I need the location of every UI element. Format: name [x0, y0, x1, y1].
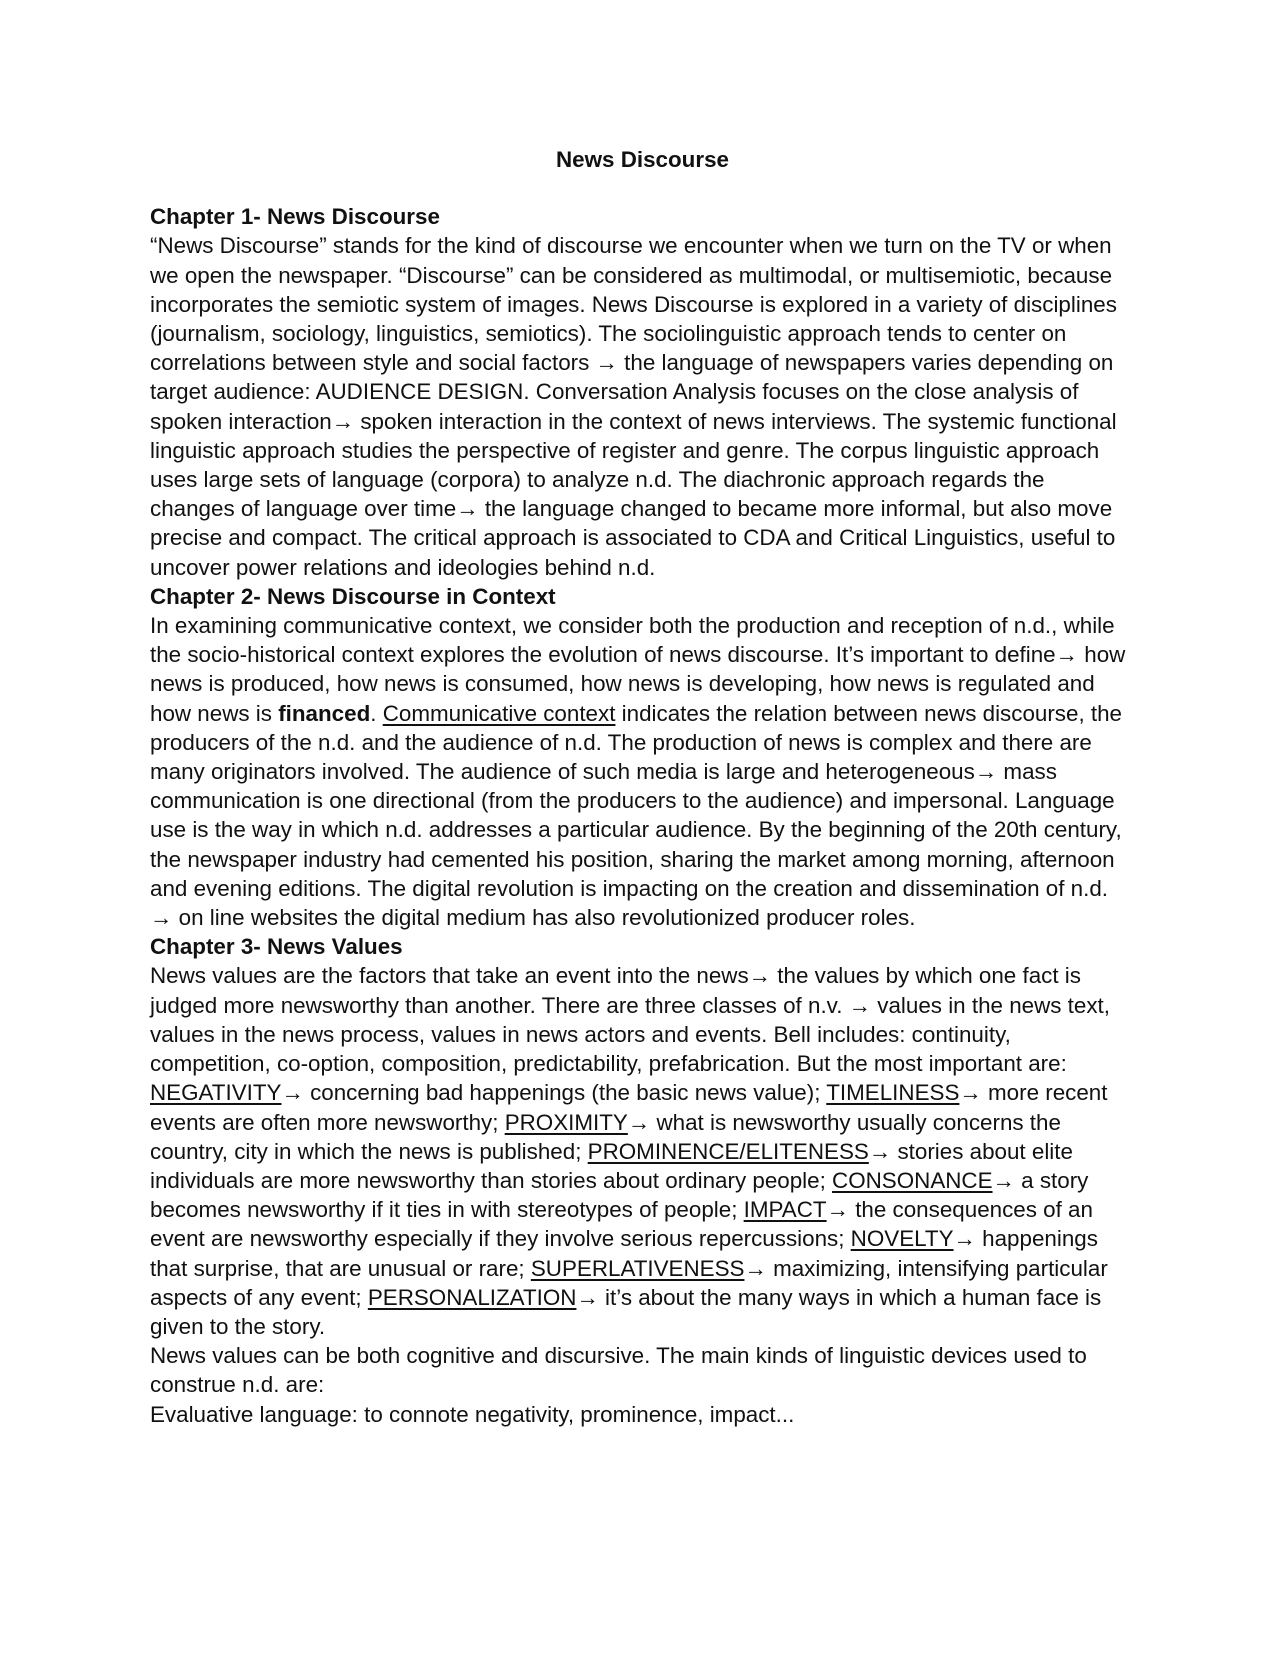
news-value-desc: → the consequences of an event are newsworthy especially if they involve serious repercussions; — [150, 1197, 1093, 1252]
news-value-desc: → stories about elite individuals are more newsworthy than stories about ordinary people; — [150, 1138, 1073, 1193]
chapter-1-body: “News Discourse” stands for the kind of discourse we encounter when we turn on the TV or when we open the newspaper. “Discourse” can be considered as multimodal, or multisemiotic, because incorporates the semiotic system of images. News Discourse is explored in a variety of disciplines (journalism, sociology, linguistics, semiotics). The sociolinguistic approach tends to center on correlations between style and social factors → the language of newspapers varies depending on target audience: AUDIENCE DESIGN. Conversation Analysis focuses on the close analysis of spoken interaction→ spoken interaction in the context of news interviews. The systemic functional linguistic approach studies the perspective of register and genre. The corpus linguistic approach uses large sets of language (corpora) to analyze n.d. The diachronic approach regards the changes of language over time→ the language changed to became more informal, but also move precise and compact. The critical approach is associated to CDA and Critical Linguistics, useful to uncover power relations and ideologies behind n.d. — [150, 233, 1117, 580]
chapter-2-heading: Chapter 2- News Discourse in Context — [150, 583, 556, 609]
chapter-2-text: indicates the relation between news discourse, the producers of the n.d. and the audience of n.d. The production of news is complex and there are many originators involved. The audience of such media is large and heterogeneous→ mass communication is one directional (from the producers to the audience) and impersonal. Language use is the way in which n.d. addresses a particular audience. By the beginning of the 20th century, the newspaper industry had cemented his position, sharing the market among morning, afternoon and evening editions. The digital revolution is impacting on the creation and dissemination of n.d. → on line websites the digital medium has also revolutionized producer roles. — [150, 700, 1123, 931]
chapter-3-paragraph-3: Evaluative language: to connote negativity, prominence, impact... — [150, 1401, 795, 1427]
news-value-term: CONSONANCE — [832, 1167, 993, 1193]
news-value-desc: → what is newsworthy usually concerns the country, city in which the news is published; — [150, 1109, 1061, 1164]
document-page — [150, 145, 1135, 1429]
news-value-term: TIMELINESS — [826, 1080, 960, 1106]
news-value-term: PROXIMITY — [504, 1109, 628, 1135]
chapter-3-intro: News values are the factors that take an event into the news→ the values by which one fact is judged more newsworthy than another. There are three classes of n.v. → values in the news text, values in the news process, values in news actors and events. Bell includes: continuity, competition, co-option, composition, predictability, prefabrication. But the most important are: — [150, 963, 1110, 1077]
document-title: News Discourse — [556, 147, 729, 172]
chapter-2-text: In examining communicative context, we consider both the production and reception of n.d., while the socio-historical context explores the evolution of news discourse. It’s important to define→ how news is produced, how news is consumed, how news is developing, how news is regulated and how news is — [150, 613, 1126, 726]
news-value-desc: → concerning bad happenings (the basic news value); — [281, 1080, 827, 1106]
news-value-term: PROMINENCE/ELITENESS — [587, 1138, 869, 1164]
news-value-term: SUPERLATIVENESS — [530, 1255, 745, 1281]
news-value-term: IMPACT — [743, 1197, 827, 1223]
chapter-3-heading: Chapter 3- News Values — [150, 934, 403, 960]
chapter-3-paragraph-2: News values can be both cognitive and discursive. The main kinds of linguistic devices used to construe n.d. are: — [150, 1343, 1087, 1398]
news-value-desc: → more recent events are often more newsworthy; — [150, 1080, 1108, 1135]
news-value-term: NOVELTY — [850, 1226, 954, 1252]
communicative-context-term: Communicative context — [382, 700, 616, 726]
chapter-2-body — [150, 611, 1135, 932]
news-value-desc: → a story becomes newsworthy if it ties in with stereotypes of people; — [150, 1167, 1089, 1223]
chapter-1-heading: Chapter 1- News Discourse — [150, 204, 440, 230]
news-value-desc: → maximizing, intensifying particular aspects of any event; — [150, 1255, 1108, 1310]
chapter-2-text: . — [370, 700, 383, 726]
news-value-desc: → it’s about the many ways in which a human face is given to the story. — [150, 1284, 1102, 1339]
news-value-term: PERSONALIZATION — [367, 1284, 577, 1310]
financed-emphasis: financed — [278, 700, 371, 726]
chapter-3-body — [150, 961, 1135, 1341]
news-value-term: NEGATIVITY — [150, 1080, 282, 1106]
news-value-desc: → happenings that surprise, that are unusual or rare; — [150, 1226, 1098, 1281]
